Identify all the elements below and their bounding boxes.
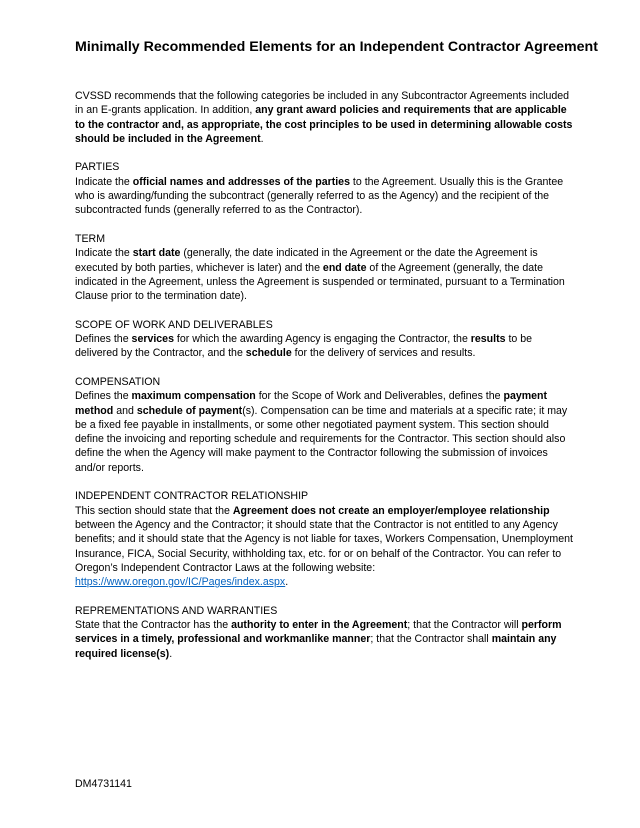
- term-bold-2: end date: [322, 261, 367, 274]
- warranties-text-3: ; that the Contractor shall: [370, 633, 492, 646]
- intro-text-1: CVSSD recommends that the following categories be included in any Subcontractor Agreements included in an E-grants application. In addition,: [75, 90, 570, 117]
- scope-text-4: for the delivery of services and results.: [291, 347, 476, 360]
- relationship-text-2: between the Agency and the Contractor; it should state that the Contractor is not entitled to any Agency benefits; and it should state that the Agency is not liable for taxes, Workers Compensation, Unemployment Insurance, FICA, Social Security, withholding tax, etc. for or on behalf of the Contractor. You can refer to Oregon’s Independent Contractor Laws at the following website:: [75, 518, 573, 574]
- warranties-bold-1: authority to enter in the Agreement: [231, 618, 408, 631]
- warranties-text-2: ; that the Contractor will: [407, 618, 522, 631]
- parties-heading: PARTIES: [75, 161, 120, 174]
- compensation-text-3: and: [113, 404, 137, 417]
- compensation-bold-1: maximum compensation: [131, 390, 256, 403]
- relationship-section: [75, 489, 575, 589]
- scope-section: [75, 318, 575, 361]
- term-bold-1: start date: [132, 247, 181, 260]
- scope-text-3: to be delivered by the Contractor, and the: [75, 333, 533, 360]
- compensation-text-2: for the Scope of Work and Deliverables, defines the: [255, 390, 504, 403]
- intro-bold-1: any grant award policies and requirements that are applicable to the contractor and, as appropriate, the cost principles to be used in determining allowable costs should be included in the Agreement: [75, 104, 573, 145]
- compensation-bold-3: schedule of payment: [136, 404, 243, 417]
- compensation-section: [75, 375, 575, 475]
- scope-bold-2: results: [470, 333, 506, 346]
- parties-section: [75, 160, 575, 217]
- term-text-3: of the Agreement (generally, the date indicated in the Agreement, unless the Agreement is suspended or terminated, pursuant to a Termination Clause prior to the termination date).: [75, 261, 565, 303]
- warranties-section: [75, 604, 575, 661]
- parties-text-2: to the Agreement. Usually this is the Grantee who is awarding/funding the subcontract (generally referred to as the Agency) and the recipient of the subcontracted funds (generally referred to as the Contractor).: [75, 175, 564, 217]
- scope-bold-1: services: [131, 333, 174, 346]
- scope-text-1: Defines the: [75, 333, 132, 346]
- document-id-footer: DM4731141: [75, 778, 132, 790]
- parties-text-1: Indicate the: [75, 175, 133, 188]
- warranties-bold-2: perform services in a timely, professional and workmanlike manner: [75, 618, 562, 646]
- warranties-bold-3: maintain any required license(s): [75, 633, 557, 660]
- scope-text-2: for which the awarding Agency is engaging the Contractor, the: [173, 333, 471, 346]
- term-section: [75, 232, 575, 303]
- parties-bold-1: official names and addresses of the parties: [132, 175, 350, 188]
- warranties-heading: REPREMENTATIONS AND WARRANTIES: [75, 604, 278, 617]
- relationship-heading: INDEPENDENT CONTRACTOR RELATIONSHIP: [75, 490, 309, 503]
- relationship-text-1: This section should state that the: [75, 504, 233, 517]
- scope-heading: SCOPE OF WORK AND DELIVERABLES: [75, 318, 273, 331]
- scope-bold-3: schedule: [245, 347, 292, 360]
- document-title: Minimally Recommended Elements for an Independent Contractor Agreement: [75, 39, 598, 55]
- compensation-text-1: Defines the: [75, 390, 132, 403]
- document-body: [75, 89, 575, 675]
- intro-paragraph: [75, 89, 575, 146]
- term-text-1: Indicate the: [75, 247, 133, 260]
- intro-text-2: .: [260, 132, 264, 145]
- relationship-text-3: .: [285, 576, 289, 589]
- warranties-text-1: State that the Contractor has the: [75, 618, 232, 631]
- compensation-heading: COMPENSATION: [75, 375, 161, 388]
- compensation-bold-2: payment method: [75, 390, 548, 417]
- term-text-2: (generally, the date indicated in the Agreement or the date the Agreement is executed by both parties, whichever is later) and the: [75, 247, 538, 274]
- compensation-text-4: (s). Compensation can be time and materials at a specific rate; it may be a fixed fee payable in installments, or some other negotiated payment system. This section should define the invoicing and reporting schedule and requirements for the Contractor. This section should also define the when the Agency will make payment to the Contractor following the submission of invoices and/or reports.: [75, 404, 568, 474]
- warranties-text-4: .: [169, 647, 173, 660]
- oregon-ic-laws-link[interactable]: https://www.oregon.gov/IC/Pages/index.aspx: [75, 576, 286, 589]
- term-heading: TERM: [75, 232, 106, 245]
- relationship-bold-1: Agreement does not create an employer/employee relationship: [232, 504, 550, 517]
